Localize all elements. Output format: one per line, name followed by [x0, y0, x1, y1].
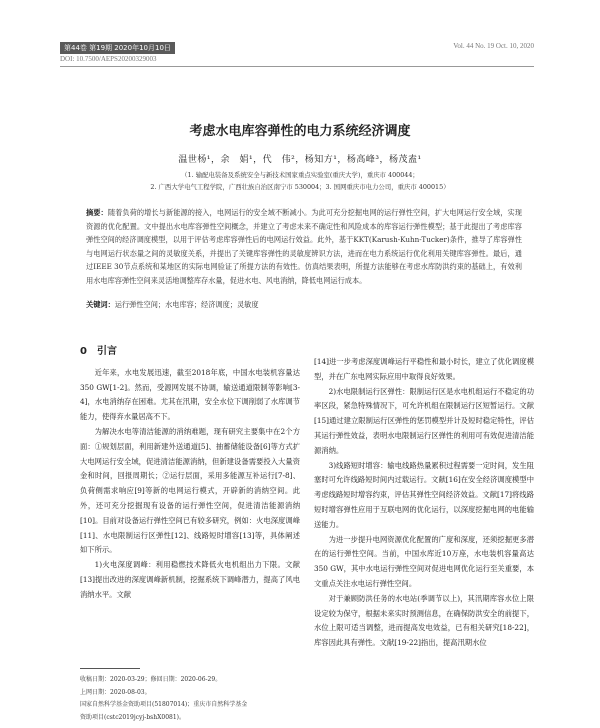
author-list: 温世杨¹，余 娟¹，代 伟²，杨知方¹，杨高峰³，杨茂盍¹	[178, 155, 422, 165]
footnotes	[80, 674, 320, 724]
abstract-text: 随着负荷的增长与新能源的接入，电网运行的安全域不断减小。为此可充分挖掘电网的运行弹性空间，扩大电网运行安全域，实现资源的优化配置。文中提出水电库容弹性空间概念，并建立了考虑未来不确定性和风险成本的库容运行弹性模型；基于此提出了考虑库容弹性空间的经济调度模型，以用于评估考虑库容弹性后的电网运行效益。此外，基于KKT(Karush-Kuhn-Tucker)条件，推导了库容弹性与电网运行状态量之间的灵敏度关系，并提出了关键库容弹性的灵敏度辨识方法，进而在电力系统运行优化利用关键库容弹性。最后，通过IEEE 30节点系统和某地区的实际电网验证了所提方法的有效性。仿真结果表明，所提方法能够在考虑水库防洪约束的基础上，有效利用水电库容弹性空间来灵活地调整库存水量，促进水电、风电消纳，降低电网运行成本。	[86, 208, 522, 285]
paragraph: 2)水电限制运行区弹性：限制运行区是水电机组运行不稳定的功率区段，紧急特殊情况下，可允许机组在限制运行区短暂运行。文献[15]通过建立限制运行区弹性的惩罚模型并计及短时稳定特性，评估其运行弹性效益，表明水电限制运行区弹性的利用可有效促进清洁能源消纳。	[314, 386, 534, 455]
header-divider	[60, 66, 534, 67]
affiliation-line: （1. 输配电装备及系统安全与新技术国家重点实验室(重庆大学)，重庆市 400044；	[181, 171, 419, 179]
footnote-line: 国家自然科学基金资助项目(51807014)；重庆市自然科学基金	[80, 701, 248, 708]
volume-info-en: Vol. 44 No. 19 Oct. 10, 2020	[453, 42, 534, 50]
keywords-label: 关键词：	[86, 300, 115, 309]
volume-badge: 第44卷 第19期 2020年10月10日	[60, 42, 175, 54]
body-column-left	[80, 345, 300, 603]
doi: DOI: 10.7500/AEPS20200329003	[60, 55, 157, 63]
paragraph: 3)线路短时增容：输电线路热量累积过程需要一定时间，发生阻塞时可允许线路短时间内过载运行。文献[16]在安全经济调度模型中考虑线路短时增容约束，评估其弹性空间经济效益。文献[17]将线路短时增容弹性应用于互联电网的优化运行，以深度挖掘电网的电能输送能力。	[314, 460, 534, 529]
paragraph: 1)火电深度调峰：利用稳燃技术降低火电机组出力下限。文献[13]提出改进的深度调峰新机制，挖掘系统下调峰潜力，提高了风电消纳水平。文献	[80, 560, 300, 599]
section-heading: 0 引言	[80, 346, 117, 357]
paragraph: [14]进一步考虑深度调峰运行平稳性和最小时长，建立了优化调度模型，并在广东电网实际应用中取得良好效果。	[314, 357, 534, 381]
footnote-line: 收稿日期：2020-03-29；修回日期：2020-06-29。	[80, 676, 222, 683]
abstract	[86, 206, 522, 287]
footnote-divider	[80, 668, 140, 669]
paragraph: 为解决水电等清洁能源的消纳难题，现有研究主要集中在2个方面：①规划层面，利用新建外送通道[5]、抽蓄储能设备[6]等方式扩大电网运行安全域，促进清洁能源消纳，但新建设备需要投入大量资金和时间，回报周期长；②运行层面，采用多能源互补运行[7-8]、负荷侧需求响应[9]等新的电网运行模式，开辟新的消纳空间。此外，还可充分挖掘现有设备的运行弹性空间，促进清洁能源消纳[10]。目前对设备运行弹性空间已有较多研究，例如：火电深度调峰[11]、水电限制运行区弹性[12]、线路短时增容[13]等，具体阐述如下所示。	[80, 426, 300, 555]
abstract-label: 摘要：	[86, 208, 108, 217]
footnote-line: 资助项目(cstc2019jcyj-bshX0081)。	[80, 713, 185, 721]
footnote-line: 上网日期：2020-08-03。	[80, 688, 151, 696]
page-header	[60, 42, 534, 68]
paragraph: 近年来，水电发展迅速，截至2018年底，中国水电装机容量达350 GW[1-2]。然而，受源网发展不协调，输送通道限制等影响[3-4]，水电消纳存在困难。尤其在汛期，安全水位下调削弱了水库调节能力，使得弃水量居高不下。	[80, 367, 300, 422]
paper-title: 考虑水电库容弹性的电力系统经济调度	[189, 124, 411, 139]
body-column-right	[314, 355, 534, 651]
keywords-text: 运行弹性空间；水电库容；经济调度；灵敏度	[114, 300, 259, 309]
paragraph: 为进一步提升电网资源优化配置的广度和深度，还须挖掘更多潜在的运行弹性空间。当前，中国水库近10万座，水电装机容量高达350 GW，其中水电运行弹性空间对促进电网优化运行至关重要，本文重点关注水电运行弹性空间。	[314, 534, 534, 588]
keywords	[86, 300, 522, 310]
paragraph: 对于兼顾防洪任务的水电站(季调节以上)，其汛期库容水位上限设定较为保守，根据未来实时预测信息，在确保防洪安全的前提下，水位上限可适当调整，进而提高发电效益，已有相关研究[18-22]，库容因此具有弹性。文献[19-22]指出，提高汛期水位	[314, 593, 534, 648]
affiliation-line: 2. 广西大学电气工程学院，广西壮族自治区南宁市 530004；3. 国网重庆市电力公司，重庆市 400015）	[150, 183, 450, 191]
